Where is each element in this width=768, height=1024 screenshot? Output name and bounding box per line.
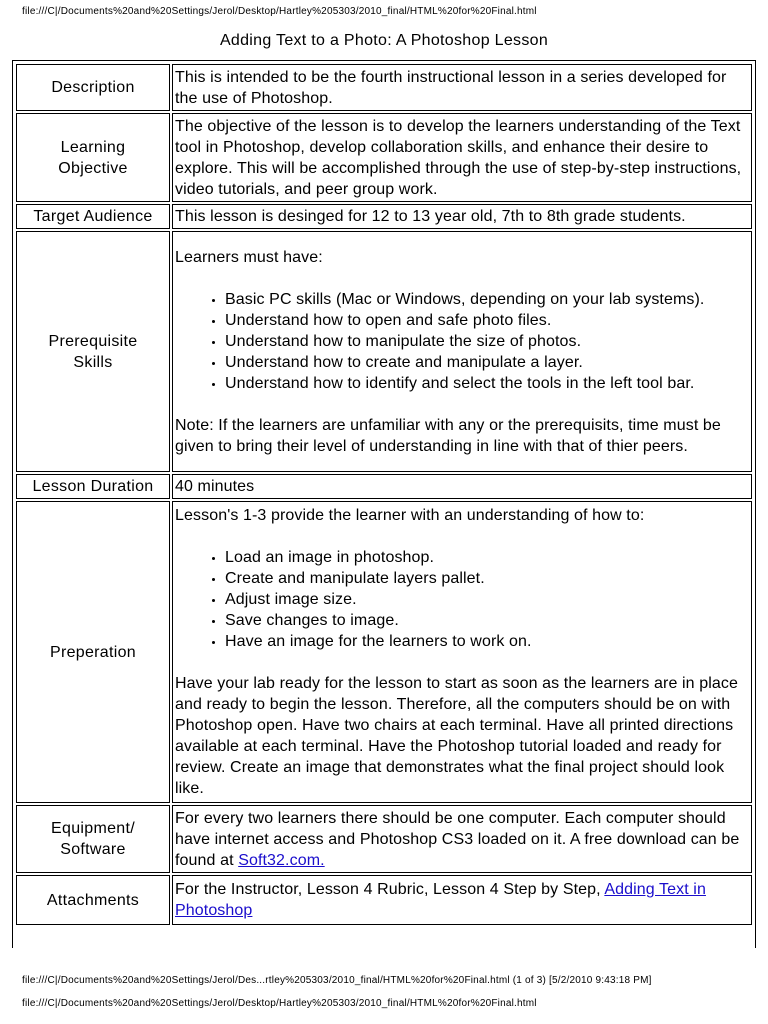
label-prerequisite-skills-line2: Skills <box>73 353 113 371</box>
value-learning-objective: The objective of the lesson is to develop the learners understanding of the Text tool in Photoshop, develop collaboration skills, and enhance their desire to explore. This will be accomplished through the use of step-by-step instructions, video tutorials, and peer group work. <box>172 113 752 202</box>
list-item: • Understand how to create and manipulate a layer. <box>225 352 749 373</box>
list-item: • Understand how to open and safe photo files. <box>225 310 749 331</box>
row-lesson-duration <box>16 474 752 499</box>
label-learning-objective <box>16 113 170 202</box>
attachments-text: For the Instructor, Lesson 4 Rubric, Lesson 4 Step by Step, <box>175 881 605 898</box>
footer-url: file:///C|/Documents%20and%20Settings/Jerol/Desktop/Hartley%205303/2010_final/HTML%20for%20Final.html <box>22 998 537 1009</box>
row-prerequisite-skills <box>16 231 752 472</box>
row-preperation <box>16 501 752 803</box>
value-target-audience: This lesson is desinged for 12 to 13 year old, 7th to 8th grade students. <box>172 204 752 229</box>
value-preperation <box>172 501 752 803</box>
label-equipment-software-line2: Software <box>60 841 126 858</box>
prerequisite-intro: Learners must have: <box>175 248 323 266</box>
list-item: • Basic PC skills (Mac or Windows, depending on your lab systems). <box>225 289 749 310</box>
list-item: • Save changes to image. <box>225 610 749 631</box>
row-equipment-software <box>16 805 752 873</box>
list-item: • Understand how to manipulate the size of photos. <box>225 331 749 352</box>
label-equipment-software-line1: Equipment/ <box>51 820 135 837</box>
preperation-list <box>175 547 749 652</box>
value-description: This is intended to be the fourth instructional lesson in a series developed for the use of Photoshop. <box>172 64 752 111</box>
row-description <box>16 64 752 111</box>
list-item: • Create and manipulate layers pallet. <box>225 568 749 589</box>
list-item: • Have an image for the learners to work on. <box>225 631 749 652</box>
adding-text-link[interactable]: Adding Text in Photoshop <box>175 881 706 919</box>
list-item: • Load an image in photoshop. <box>225 547 749 568</box>
prerequisite-note: Note: If the learners are unfamiliar with any or the prerequisits, time must be given to bring their level of understanding in line with that of thier peers. <box>175 416 721 455</box>
value-prerequisite-skills <box>172 231 752 472</box>
row-attachments <box>16 875 752 925</box>
label-description: Description <box>16 64 170 111</box>
label-prerequisite-skills <box>16 231 170 472</box>
label-preperation: Preperation <box>16 501 170 803</box>
list-item: • Understand how to identify and select the tools in the left tool bar. <box>225 373 749 394</box>
footer-url-page: file:///C|/Documents%20and%20Settings/Jerol/Des...rtley%205303/2010_final/HTML%20for%20Final.html (1 of 3) [5/2/2010 9:43:18 PM] <box>22 975 652 986</box>
label-attachments: Attachments <box>16 875 170 925</box>
label-lesson-duration: Lesson Duration <box>16 474 170 499</box>
preperation-text: Have your lab ready for the lesson to start as soon as the learners are in place and ready to begin the lesson. Therefore, all the computers should be on with Photoshop open. Have two chairs at each terminal. Have all printed directions available at each terminal. Have the Photoshop tutorial loaded and ready for review. Create an image that demonstrates what the final project should look like. <box>175 675 738 797</box>
value-attachments <box>172 875 752 925</box>
value-equipment-software <box>172 805 752 873</box>
row-learning-objective <box>16 113 752 202</box>
label-equipment-software <box>16 805 170 873</box>
equipment-text: For every two learners there should be one computer. Each computer should have internet access and Photoshop CS3 loaded on it. A free download can be found at <box>175 809 740 869</box>
soft32-link[interactable]: Soft32.com. <box>238 851 325 869</box>
list-item: • Adjust image size. <box>225 589 749 610</box>
label-prerequisite-skills-line1: Prerequisite <box>48 332 138 350</box>
page-title: Adding Text to a Photo: A Photoshop Lesson <box>219 32 549 49</box>
preperation-intro: Lesson's 1-3 provide the learner with an understanding of how to: <box>175 507 645 524</box>
label-learning-objective-line2: Objective <box>58 159 128 177</box>
header-url: file:///C|/Documents%20and%20Settings/Jerol/Desktop/Hartley%205303/2010_final/HTML%20for%20Final.html <box>22 6 537 17</box>
row-target-audience <box>16 204 752 229</box>
value-lesson-duration: 40 minutes <box>172 474 752 499</box>
lesson-table <box>14 62 754 927</box>
prerequisite-list <box>175 289 749 394</box>
label-target-audience: Target Audience <box>16 204 170 229</box>
label-learning-objective-line1: Learning <box>60 138 126 156</box>
